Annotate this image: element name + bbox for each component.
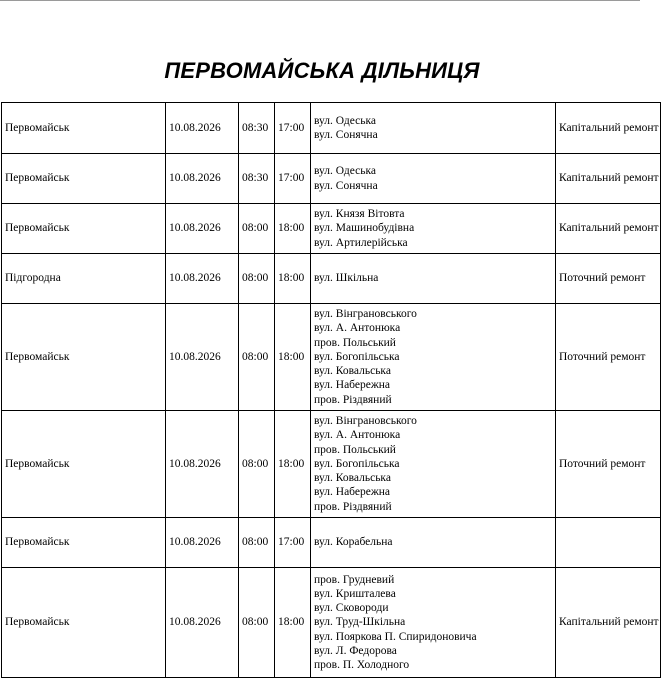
street-name: вул. Одеська bbox=[314, 165, 377, 178]
street-name: вул. Ковальська bbox=[314, 365, 391, 378]
table-row bbox=[2, 254, 661, 304]
table-row bbox=[2, 518, 661, 568]
street-name: вул. Набережна bbox=[314, 379, 391, 392]
start-time-cell: 08:00 bbox=[239, 518, 275, 568]
streets-cell bbox=[311, 254, 556, 304]
street-name: вул. Артилерійська bbox=[314, 236, 408, 249]
table-row bbox=[2, 154, 661, 204]
town-cell: Первомайськ bbox=[2, 518, 166, 568]
start-time-cell: 08:00 bbox=[239, 254, 275, 304]
outage-schedule-table bbox=[1, 102, 661, 678]
table-row bbox=[2, 103, 661, 154]
street-name: пров. Польський bbox=[314, 336, 396, 349]
streets-cell bbox=[311, 568, 556, 678]
street-name: вул. Князя Вітовта bbox=[314, 208, 405, 221]
street-name: вул. Шкільна bbox=[314, 272, 379, 285]
streets-cell bbox=[311, 154, 556, 204]
works-type-cell: Поточний ремонт bbox=[556, 254, 661, 304]
streets-cell bbox=[311, 103, 556, 154]
town-cell: Підгородна bbox=[2, 254, 166, 304]
end-time-cell: 17:00 bbox=[275, 518, 311, 568]
street-name: вул. Корабельна bbox=[314, 536, 393, 549]
date-cell: 10.08.2026 bbox=[166, 254, 239, 304]
date-cell: 10.08.2026 bbox=[166, 154, 239, 204]
table-row bbox=[2, 568, 661, 678]
street-name: вул. Вінграновського bbox=[314, 308, 417, 321]
street-name: вул. Вінграновського bbox=[314, 415, 417, 428]
works-type-cell bbox=[556, 518, 661, 568]
table-row bbox=[2, 204, 661, 254]
date-cell: 10.08.2026 bbox=[166, 204, 239, 254]
works-type-cell: Капітальний ремонт bbox=[556, 154, 661, 204]
town-cell: Первомайськ bbox=[2, 204, 166, 254]
table-row bbox=[2, 411, 661, 518]
works-type-cell: Капітальний ремонт bbox=[556, 568, 661, 678]
streets-cell bbox=[311, 411, 556, 518]
table-row bbox=[2, 304, 661, 411]
works-type-cell: Капітальний ремонт bbox=[556, 204, 661, 254]
town-cell: Первомайськ bbox=[2, 304, 166, 411]
street-name: вул. Сковороди bbox=[314, 602, 389, 615]
start-time-cell: 08:00 bbox=[239, 304, 275, 411]
end-time-cell: 18:00 bbox=[275, 254, 311, 304]
street-name: вул. Сонячна bbox=[314, 129, 378, 141]
works-type-cell: Капітальний ремонт bbox=[556, 103, 661, 154]
street-name: вул. Машинобудівна bbox=[314, 222, 415, 235]
street-name: вул. Ковальська bbox=[314, 472, 391, 485]
end-time-cell: 18:00 bbox=[275, 204, 311, 254]
street-name: пров. Польський bbox=[314, 443, 396, 456]
street-name: вул. Пояркова П. Спиридоновича bbox=[314, 630, 477, 643]
works-type-cell: Поточний ремонт bbox=[556, 411, 661, 518]
end-time-cell: 17:00 bbox=[275, 154, 311, 204]
street-name: вул. Одеська bbox=[314, 114, 377, 127]
street-name: вул. Сонячна bbox=[314, 179, 378, 192]
street-name: вул. Л. Федорова bbox=[314, 644, 397, 657]
end-time-cell: 18:00 bbox=[275, 411, 311, 518]
town-cell: Первомайськ bbox=[2, 411, 166, 518]
start-time-cell: 08:00 bbox=[239, 411, 275, 518]
top-border-line bbox=[0, 0, 640, 1]
street-name: вул. Набережна bbox=[314, 486, 391, 499]
date-cell: 10.08.2026 bbox=[166, 304, 239, 411]
streets-cell bbox=[311, 518, 556, 568]
street-name: вул. Кришталева bbox=[314, 587, 396, 600]
streets-cell bbox=[311, 304, 556, 411]
street-name: пров. Різдвяний bbox=[314, 500, 392, 513]
start-time-cell: 08:30 bbox=[239, 154, 275, 204]
town-cell: Первомайськ bbox=[2, 568, 166, 678]
date-cell: 10.08.2026 bbox=[166, 103, 239, 154]
street-name: вул. А. Антонюка bbox=[314, 429, 401, 442]
end-time-cell: 17:00 bbox=[275, 103, 311, 154]
streets-cell bbox=[311, 204, 556, 254]
page-title: ПЕРВОМАЙСЬКА ДІЛЬНИЦЯ bbox=[164, 58, 480, 83]
street-name: пров. Різдвяний bbox=[314, 393, 392, 406]
street-name: вул. А. Антонюка bbox=[314, 322, 401, 335]
start-time-cell: 08:00 bbox=[239, 568, 275, 678]
town-cell: Первомайськ bbox=[2, 103, 166, 154]
end-time-cell: 18:00 bbox=[275, 568, 311, 678]
street-name: пров. П. Холодного bbox=[314, 659, 410, 671]
date-cell: 10.08.2026 bbox=[166, 518, 239, 568]
street-name: пров. Грудневий bbox=[314, 573, 395, 586]
start-time-cell: 08:30 bbox=[239, 103, 275, 154]
date-cell: 10.08.2026 bbox=[166, 411, 239, 518]
town-cell: Первомайськ bbox=[2, 154, 166, 204]
works-type-cell: Поточний ремонт bbox=[556, 304, 661, 411]
start-time-cell: 08:00 bbox=[239, 204, 275, 254]
street-name: вул. Труд-Шкільна bbox=[314, 616, 406, 629]
date-cell: 10.08.2026 bbox=[166, 568, 239, 678]
end-time-cell: 18:00 bbox=[275, 304, 311, 411]
street-name: вул. Богопільська bbox=[314, 350, 400, 363]
street-name: вул. Богопільська bbox=[314, 457, 400, 470]
